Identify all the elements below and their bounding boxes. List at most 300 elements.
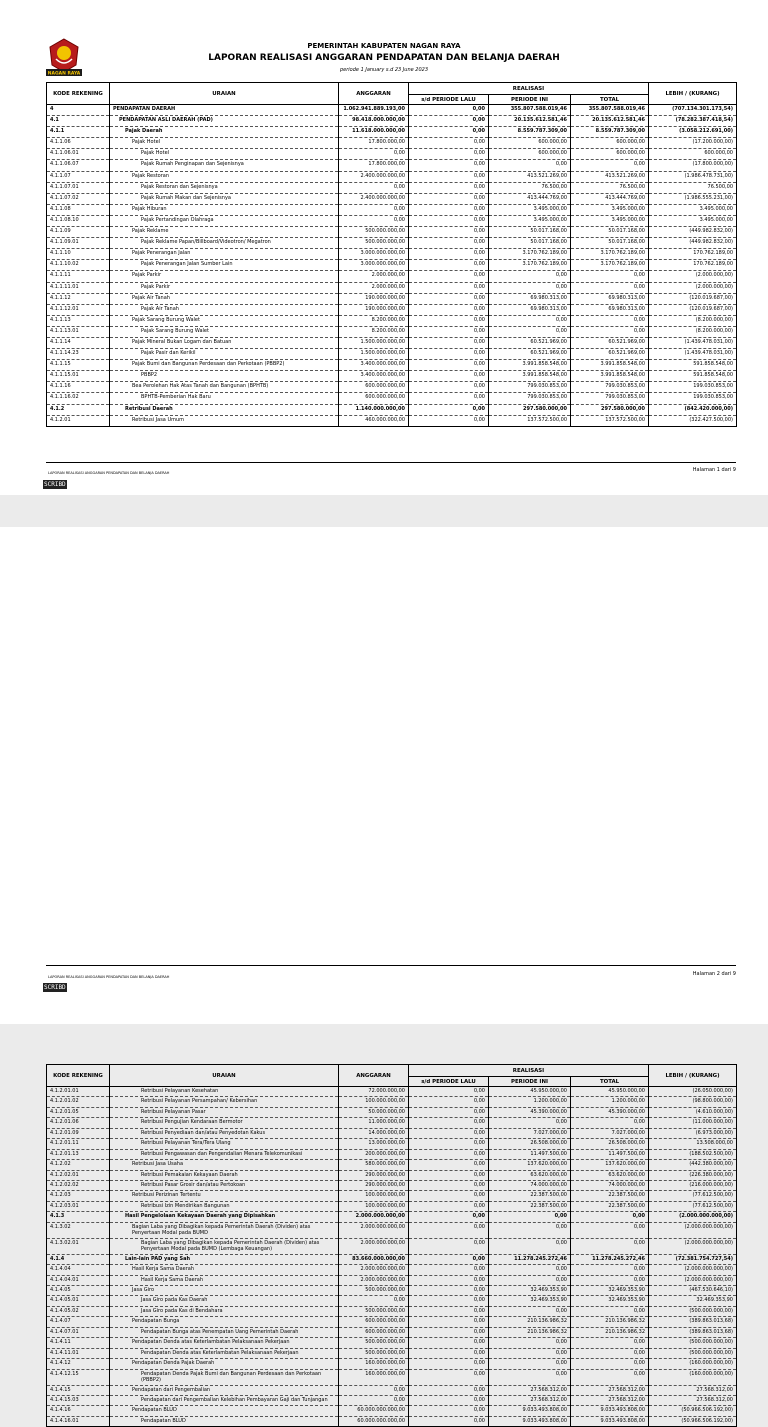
difference-cell: (467.530.646,10) bbox=[649, 1286, 737, 1296]
previous-period-cell: 0,00 bbox=[409, 1348, 489, 1358]
budget-cell: 11.000.000,00 bbox=[339, 1118, 409, 1128]
account-code-cell: 4.1.2.01 bbox=[47, 415, 110, 426]
table-row bbox=[47, 127, 737, 138]
budget-cell: 83.660.000.000,00 bbox=[339, 1254, 409, 1264]
budget-cell: 2.400.000.000,00 bbox=[339, 171, 409, 182]
difference-cell: (449.982.832,00) bbox=[649, 238, 737, 249]
difference-cell: (1.986.555.231,00) bbox=[649, 193, 737, 204]
account-code-cell: 4.1.1.13 bbox=[47, 315, 110, 326]
account-code-cell: 4.1.4.05.01 bbox=[47, 1296, 110, 1306]
col-uraian-header: URAIAN bbox=[110, 83, 339, 105]
account-code-cell: 4.1.4.11 bbox=[47, 1338, 110, 1348]
current-period-cell: 0,00 bbox=[489, 1338, 571, 1348]
description-cell: Pajak Reklame Papan/Billboard/Videotron/ Megatron bbox=[110, 238, 339, 249]
account-code-cell: 4.1.4.15.03 bbox=[47, 1395, 110, 1405]
table-row bbox=[47, 116, 737, 127]
current-period-cell: 600.000,00 bbox=[489, 149, 571, 160]
previous-period-cell: 0,00 bbox=[409, 227, 489, 238]
difference-cell: (11.000.000,00) bbox=[649, 1118, 737, 1128]
table-row bbox=[47, 260, 737, 271]
account-code-cell: 4.1 bbox=[47, 116, 110, 127]
difference-cell: 199.030.853,00 bbox=[649, 382, 737, 393]
difference-cell: 591.858.548,00 bbox=[649, 371, 737, 382]
table-row bbox=[47, 1097, 737, 1107]
difference-cell: (72.381.754.727,54) bbox=[649, 1254, 737, 1264]
previous-period-cell: 0,00 bbox=[409, 138, 489, 149]
previous-period-cell: 0,00 bbox=[409, 1118, 489, 1128]
difference-cell: (78.282.387.418,54) bbox=[649, 116, 737, 127]
previous-period-cell: 0,00 bbox=[409, 1212, 489, 1222]
total-cell: 69.980.313,00 bbox=[571, 304, 649, 315]
previous-period-cell: 0,00 bbox=[409, 1160, 489, 1170]
current-period-cell: 50.017.168,00 bbox=[489, 238, 571, 249]
account-code-cell: 4.1.2.01.13 bbox=[47, 1149, 110, 1159]
table-row bbox=[47, 1212, 737, 1222]
total-cell: 0,00 bbox=[571, 1369, 649, 1385]
difference-cell: (449.982.832,00) bbox=[649, 227, 737, 238]
table-row bbox=[47, 1238, 737, 1254]
table-row bbox=[47, 415, 737, 426]
total-cell: 76.500,00 bbox=[571, 182, 649, 193]
total-cell: 0,00 bbox=[571, 282, 649, 293]
table-row bbox=[47, 193, 737, 204]
difference-cell: (120.019.687,00) bbox=[649, 304, 737, 315]
description-cell: Pajak Rumah Penginapan dan Sejenisnya bbox=[110, 160, 339, 171]
budget-cell: 2.000.000.000,00 bbox=[339, 1275, 409, 1285]
total-cell: 50.017.168,00 bbox=[571, 227, 649, 238]
previous-period-cell: 0,00 bbox=[409, 1238, 489, 1254]
previous-period-cell: 0,00 bbox=[409, 171, 489, 182]
table-row bbox=[47, 227, 737, 238]
current-period-cell: 0,00 bbox=[489, 1238, 571, 1254]
current-period-cell: 9.033.493.808,00 bbox=[489, 1406, 571, 1416]
description-cell: Pendapatan BLUD bbox=[110, 1416, 339, 1426]
table-row bbox=[47, 1338, 737, 1348]
budget-cell: 14.000.000,00 bbox=[339, 1128, 409, 1138]
table-row bbox=[47, 371, 737, 382]
description-cell: PENDAPATAN DAERAH bbox=[110, 105, 339, 116]
total-cell: 1.200.000,00 bbox=[571, 1097, 649, 1107]
total-cell: 27.568.312,00 bbox=[571, 1395, 649, 1405]
difference-cell: (500.000.000,00) bbox=[649, 1348, 737, 1358]
description-cell: Jasa Giro bbox=[110, 1286, 339, 1296]
previous-period-cell: 0,00 bbox=[409, 1359, 489, 1369]
current-period-cell: 27.568.312,00 bbox=[489, 1395, 571, 1405]
current-period-cell: 0,00 bbox=[489, 1222, 571, 1238]
account-code-cell: 4.1.4.15 bbox=[47, 1385, 110, 1395]
description-cell: Pajak Penerangan Jalan bbox=[110, 249, 339, 260]
difference-cell: (842.420.000,00) bbox=[649, 404, 737, 415]
description-cell: Pajak Restoran dan Sejenisnya bbox=[110, 182, 339, 193]
current-period-cell: 0,00 bbox=[489, 1118, 571, 1128]
table-row bbox=[47, 160, 737, 171]
budget-cell: 98.418.000.000,00 bbox=[339, 116, 409, 127]
budget-cell: 1.500.000.000,00 bbox=[339, 337, 409, 348]
total-cell: 9.033.493.808,00 bbox=[571, 1416, 649, 1426]
col-anggaran-header: ANGGARAN bbox=[339, 1065, 409, 1087]
budget-cell: 0,00 bbox=[339, 149, 409, 160]
budget-cell: 2.000.000.000,00 bbox=[339, 1238, 409, 1254]
budget-cell: 0,00 bbox=[339, 182, 409, 193]
previous-period-cell: 0,00 bbox=[409, 1087, 489, 1097]
account-code-cell: 4.1.4.05 bbox=[47, 1286, 110, 1296]
description-cell: Pendapatan Denda Pajak Bumi dan Bangunan Perdesaan dan Perkotaan (PBBP2) bbox=[110, 1369, 339, 1385]
budget-cell: 3.000.000.000,00 bbox=[339, 260, 409, 271]
description-cell: Pendapatan Denda atas Keterlambatan Pelaksanaan Pekerjaan bbox=[110, 1348, 339, 1358]
previous-period-cell: 0,00 bbox=[409, 404, 489, 415]
total-cell: 413.521.269,00 bbox=[571, 171, 649, 182]
budget-cell: 100.000.000,00 bbox=[339, 1201, 409, 1211]
col-realisasi-header: REALISASI bbox=[409, 1065, 649, 1077]
budget-cell: 13.000.000,00 bbox=[339, 1139, 409, 1149]
previous-period-cell: 0,00 bbox=[409, 1254, 489, 1264]
total-cell: 0,00 bbox=[571, 326, 649, 337]
previous-period-cell: 0,00 bbox=[409, 1327, 489, 1337]
total-cell: 22.387.500,00 bbox=[571, 1201, 649, 1211]
account-code-cell: 4.1.4.12.15 bbox=[47, 1369, 110, 1385]
account-code-cell: 4.1.4.04 bbox=[47, 1265, 110, 1275]
previous-period-cell: 0,00 bbox=[409, 1128, 489, 1138]
description-cell: Pajak Parkir bbox=[110, 271, 339, 282]
budget-cell: 190.000.000,00 bbox=[339, 304, 409, 315]
current-period-cell: 50.017.168,00 bbox=[489, 227, 571, 238]
description-cell: Pajak Sarang Burung Walet bbox=[110, 326, 339, 337]
difference-cell: (50.966.506.192,00) bbox=[649, 1406, 737, 1416]
account-code-cell: 4.1.1.10 bbox=[47, 249, 110, 260]
current-period-cell: 600.000,00 bbox=[489, 138, 571, 149]
budget-cell: 160.000.000,00 bbox=[339, 1369, 409, 1385]
difference-cell: 591.858.548,00 bbox=[649, 360, 737, 371]
table-row bbox=[47, 1369, 737, 1385]
budget-cell: 0,00 bbox=[339, 204, 409, 215]
current-period-cell: 60.521.969,00 bbox=[489, 337, 571, 348]
budget-cell: 500.000.000,00 bbox=[339, 238, 409, 249]
current-period-cell: 1.200.000,00 bbox=[489, 1097, 571, 1107]
description-cell: Pajak Restoran bbox=[110, 171, 339, 182]
total-cell: 60.521.969,00 bbox=[571, 349, 649, 360]
table-row bbox=[47, 1118, 737, 1128]
account-code-cell: 4.1.1.12 bbox=[47, 293, 110, 304]
total-cell: 32.469.353,90 bbox=[571, 1286, 649, 1296]
table-row bbox=[47, 1160, 737, 1170]
current-period-cell: 45.390.000,00 bbox=[489, 1107, 571, 1117]
budget-cell: 1.500.000.000,00 bbox=[339, 349, 409, 360]
col-anggaran-header: ANGGARAN bbox=[339, 83, 409, 105]
total-cell: 45.390.000,00 bbox=[571, 1107, 649, 1117]
account-code-cell: 4.1.4.05.02 bbox=[47, 1306, 110, 1316]
budget-cell: 500.000.000,00 bbox=[339, 1348, 409, 1358]
previous-period-cell: 0,00 bbox=[409, 238, 489, 249]
previous-period-cell: 0,00 bbox=[409, 1306, 489, 1316]
description-cell: Retribusi Daerah bbox=[110, 404, 339, 415]
description-cell: PENDAPATAN ASLI DAERAH (PAD) bbox=[110, 116, 339, 127]
total-cell: 0,00 bbox=[571, 160, 649, 171]
current-period-cell: 0,00 bbox=[489, 1348, 571, 1358]
current-period-cell: 3.495.000,00 bbox=[489, 204, 571, 215]
description-cell: Pajak Penerangan Jalan Sumber Lain bbox=[110, 260, 339, 271]
report-table-page-2 bbox=[46, 1064, 737, 1427]
account-code-cell: 4.1.1.11.01 bbox=[47, 282, 110, 293]
budget-cell: 500.000.000,00 bbox=[339, 1338, 409, 1348]
report-table-page-1 bbox=[46, 82, 737, 427]
budget-cell: 2.000.000,00 bbox=[339, 282, 409, 293]
col-kode-header: KODE REKENING bbox=[47, 1065, 110, 1087]
table-row bbox=[47, 1359, 737, 1369]
current-period-cell: 7.027.000,00 bbox=[489, 1128, 571, 1138]
difference-cell: (50.966.506.192,00) bbox=[649, 1416, 737, 1426]
budget-cell: 17.800.000,00 bbox=[339, 138, 409, 149]
previous-period-cell: 0,00 bbox=[409, 149, 489, 160]
report-page-1 bbox=[0, 0, 768, 495]
budget-cell: 3.400.000.000,00 bbox=[339, 360, 409, 371]
total-cell: 0,00 bbox=[571, 1359, 649, 1369]
table-row bbox=[47, 1265, 737, 1275]
account-code-cell: 4.1.1.06.01 bbox=[47, 149, 110, 160]
total-cell: 799.030.853,00 bbox=[571, 393, 649, 404]
account-code-cell: 4.1.1.14 bbox=[47, 337, 110, 348]
difference-cell: (1.439.478.031,00) bbox=[649, 349, 737, 360]
description-cell: Pajak Air Tanah bbox=[110, 293, 339, 304]
total-cell: 60.521.969,00 bbox=[571, 337, 649, 348]
table-row bbox=[47, 1180, 737, 1190]
previous-period-cell: 0,00 bbox=[409, 1097, 489, 1107]
table-row bbox=[47, 1254, 737, 1264]
difference-cell: (707.134.301.173,54) bbox=[649, 105, 737, 116]
description-cell: Pendapatan dari Pengembalian Kelebihan Pembayaran Gaji dan Tunjangan bbox=[110, 1395, 339, 1405]
current-period-cell: 0,00 bbox=[489, 282, 571, 293]
account-code-cell: 4 bbox=[47, 105, 110, 116]
total-cell: 7.027.000,00 bbox=[571, 1128, 649, 1138]
description-cell: Retribusi Pelayanan Kesehatan bbox=[110, 1087, 339, 1097]
current-period-cell: 210.136.986,32 bbox=[489, 1317, 571, 1327]
description-cell: Pajak Air Tanah bbox=[110, 304, 339, 315]
previous-period-cell: 0,00 bbox=[409, 1265, 489, 1275]
table-row bbox=[47, 1385, 737, 1395]
total-cell: 413.444.769,00 bbox=[571, 193, 649, 204]
total-cell: 799.030.853,00 bbox=[571, 382, 649, 393]
total-cell: 74.000.000,00 bbox=[571, 1180, 649, 1190]
difference-cell: (6.973.000,00) bbox=[649, 1128, 737, 1138]
difference-cell: (77.612.500,00) bbox=[649, 1201, 737, 1211]
current-period-cell: 20.135.612.581,46 bbox=[489, 116, 571, 127]
total-cell: 3.991.858.548,00 bbox=[571, 371, 649, 382]
total-cell: 297.580.000,00 bbox=[571, 404, 649, 415]
difference-cell: 3.495.000,00 bbox=[649, 215, 737, 226]
description-cell: Pajak Mineral Bukan Logam dan Batuan bbox=[110, 337, 339, 348]
previous-period-cell: 0,00 bbox=[409, 293, 489, 304]
current-period-cell: 413.444.769,00 bbox=[489, 193, 571, 204]
current-period-cell: 413.521.269,00 bbox=[489, 171, 571, 182]
description-cell: Pajak Pertandingan Olahraga bbox=[110, 215, 339, 226]
difference-cell: (98.800.000,00) bbox=[649, 1097, 737, 1107]
description-cell: Pajak Pasir dan Kerikil bbox=[110, 349, 339, 360]
previous-period-cell: 0,00 bbox=[409, 1406, 489, 1416]
budget-cell: 3.000.000.000,00 bbox=[339, 249, 409, 260]
budget-cell: 100.000.000,00 bbox=[339, 1097, 409, 1107]
account-code-cell: 4.1.2.01.09 bbox=[47, 1128, 110, 1138]
account-code-cell: 4.1.3 bbox=[47, 1212, 110, 1222]
previous-period-cell: 0,00 bbox=[409, 304, 489, 315]
account-code-cell: 4.1.2.02.02 bbox=[47, 1180, 110, 1190]
table-row bbox=[47, 182, 737, 193]
footer-report-name: LAPORAN REALISASI ANGGARAN PENDAPATAN DAN BELANJA DAERAH bbox=[48, 471, 170, 475]
account-code-cell: 4.1.2.01.01 bbox=[47, 1087, 110, 1097]
table-row bbox=[47, 1317, 737, 1327]
difference-cell: 76.500,00 bbox=[649, 182, 737, 193]
table-row bbox=[47, 1296, 737, 1306]
total-cell: 20.135.612.581,46 bbox=[571, 116, 649, 127]
previous-period-cell: 0,00 bbox=[409, 249, 489, 260]
description-cell: Retribusi Pemakaian Kekayaan Daerah bbox=[110, 1170, 339, 1180]
account-code-cell: 4.1.1.07.01 bbox=[47, 182, 110, 193]
account-code-cell: 4.1.1.09.01 bbox=[47, 238, 110, 249]
col-lebih-header: LEBIH / (KURANG) bbox=[649, 1065, 737, 1087]
description-cell: Retribusi Pelayanan Persampahan/ Kebersihan bbox=[110, 1097, 339, 1107]
table-row bbox=[47, 138, 737, 149]
col-periode-ini-header: PERIODE INI bbox=[489, 1077, 571, 1087]
col-realisasi-header: REALISASI bbox=[409, 83, 649, 95]
table-row bbox=[47, 326, 737, 337]
previous-period-cell: 0,00 bbox=[409, 1385, 489, 1395]
account-code-cell: 4.1.1.06 bbox=[47, 138, 110, 149]
description-cell: Pajak Daerah bbox=[110, 127, 339, 138]
total-cell: 0,00 bbox=[571, 1238, 649, 1254]
current-period-cell: 0,00 bbox=[489, 1359, 571, 1369]
account-code-cell: 4.1.1.12.01 bbox=[47, 304, 110, 315]
description-cell: Bagian Laba yang Dibagikan kepada Pemerintah Daerah (Dividen) atas Penyertaan Modal pada BUMD bbox=[110, 1222, 339, 1238]
difference-cell: (2.000.000,00) bbox=[649, 282, 737, 293]
difference-cell: (3.058.212.691,00) bbox=[649, 127, 737, 138]
col-uraian-header: URAIAN bbox=[110, 1065, 339, 1087]
table-row bbox=[47, 382, 737, 393]
budget-cell: 60.000.000.000,00 bbox=[339, 1406, 409, 1416]
footer-rule bbox=[46, 965, 736, 966]
total-cell: 0,00 bbox=[571, 271, 649, 282]
previous-period-cell: 0,00 bbox=[409, 415, 489, 426]
current-period-cell: 69.980.313,00 bbox=[489, 304, 571, 315]
table-row bbox=[47, 1170, 737, 1180]
budget-cell: 2.000.000.000,00 bbox=[339, 1265, 409, 1275]
account-code-cell: 4.1.4.07.01 bbox=[47, 1327, 110, 1337]
description-cell: Retribusi Jasa Usaha bbox=[110, 1160, 339, 1170]
difference-cell: (500.000.000,00) bbox=[649, 1306, 737, 1316]
difference-cell: (2.000.000.000,00) bbox=[649, 1265, 737, 1275]
table-row bbox=[47, 1327, 737, 1337]
description-cell: Pajak Sarang Burung Walet bbox=[110, 315, 339, 326]
total-cell: 11.278.245.272,46 bbox=[571, 1254, 649, 1264]
budget-cell: 600.000.000,00 bbox=[339, 393, 409, 404]
previous-period-cell: 0,00 bbox=[409, 1180, 489, 1190]
table-row bbox=[47, 1348, 737, 1358]
budget-cell: 50.000.000,00 bbox=[339, 1107, 409, 1117]
table-row bbox=[47, 404, 737, 415]
difference-cell: (8.200.000,00) bbox=[649, 326, 737, 337]
previous-period-cell: 0,00 bbox=[409, 349, 489, 360]
account-code-cell: 4.1.1.14.23 bbox=[47, 349, 110, 360]
table-row bbox=[47, 360, 737, 371]
table-row bbox=[47, 271, 737, 282]
description-cell: Retribusi Pelayanan Tera/Tera Ulang bbox=[110, 1139, 339, 1149]
description-cell: Pajak Hiburan bbox=[110, 204, 339, 215]
previous-period-cell: 0,00 bbox=[409, 204, 489, 215]
description-cell: Pendapatan Denda atas Keterlambatan Pelaksanaan Pekerjaan bbox=[110, 1338, 339, 1348]
account-code-cell: 4.1.2.01.06 bbox=[47, 1118, 110, 1128]
previous-period-cell: 0,00 bbox=[409, 160, 489, 171]
total-cell: 210.136.986,32 bbox=[571, 1327, 649, 1337]
table-row bbox=[47, 393, 737, 404]
table-row bbox=[47, 204, 737, 215]
current-period-cell: 74.000.000,00 bbox=[489, 1180, 571, 1190]
previous-period-cell: 0,00 bbox=[409, 1369, 489, 1385]
budget-cell: 600.000.000,00 bbox=[339, 1317, 409, 1327]
total-cell: 0,00 bbox=[571, 1212, 649, 1222]
account-code-cell: 4.1.4.16 bbox=[47, 1406, 110, 1416]
difference-cell: (160.000.000,00) bbox=[649, 1359, 737, 1369]
total-cell: 0,00 bbox=[571, 1348, 649, 1358]
description-cell: Bea Perolehan Hak Atas Tanah dan Bangunan (BPHTB) bbox=[110, 382, 339, 393]
total-cell: 137.620.000,00 bbox=[571, 1160, 649, 1170]
budget-cell: 500.000.000,00 bbox=[339, 1306, 409, 1316]
table-row bbox=[47, 1191, 737, 1201]
current-period-cell: 3.991.858.548,00 bbox=[489, 371, 571, 382]
budget-cell: 11.618.000.000,00 bbox=[339, 127, 409, 138]
total-cell: 11.497.500,00 bbox=[571, 1149, 649, 1159]
budget-cell: 2.400.000.000,00 bbox=[339, 193, 409, 204]
difference-cell: (4.610.000,00) bbox=[649, 1107, 737, 1117]
current-period-cell: 137.572.500,00 bbox=[489, 415, 571, 426]
description-cell: Pajak Rumah Makan dan Sejenisnya bbox=[110, 193, 339, 204]
previous-period-cell: 0,00 bbox=[409, 116, 489, 127]
account-code-cell: 4.1.2.02 bbox=[47, 1160, 110, 1170]
current-period-cell: 3.170.762.189,00 bbox=[489, 249, 571, 260]
previous-period-cell: 0,00 bbox=[409, 337, 489, 348]
table-row bbox=[47, 1275, 737, 1285]
table-row bbox=[47, 1286, 737, 1296]
total-cell: 3.991.858.548,00 bbox=[571, 360, 649, 371]
account-code-cell: 4.1.2.02.01 bbox=[47, 1170, 110, 1180]
previous-period-cell: 0,00 bbox=[409, 1395, 489, 1405]
difference-cell: (322.427.500,00) bbox=[649, 415, 737, 426]
budget-cell: 580.000.000,00 bbox=[339, 1160, 409, 1170]
description-cell: Hasil Pengelolaan Kekayaan Daerah yang Dipisahkan bbox=[110, 1212, 339, 1222]
page-number: Halaman 1 dari 9 bbox=[692, 467, 736, 473]
previous-period-cell: 0,00 bbox=[409, 326, 489, 337]
previous-period-cell: 0,00 bbox=[409, 260, 489, 271]
current-period-cell: 3.991.858.548,00 bbox=[489, 360, 571, 371]
current-period-cell: 0,00 bbox=[489, 315, 571, 326]
table-row bbox=[47, 171, 737, 182]
table-row bbox=[47, 1107, 737, 1117]
total-cell: 0,00 bbox=[571, 1338, 649, 1348]
previous-period-cell: 0,00 bbox=[409, 360, 489, 371]
difference-cell: (120.019.687,00) bbox=[649, 293, 737, 304]
previous-period-cell: 0,00 bbox=[409, 1107, 489, 1117]
previous-period-cell: 0,00 bbox=[409, 1286, 489, 1296]
budget-cell: 160.000.000,00 bbox=[339, 1359, 409, 1369]
previous-period-cell: 0,00 bbox=[409, 1275, 489, 1285]
description-cell: Retribusi Pengujian Kendaraan Bermotor bbox=[110, 1118, 339, 1128]
previous-period-cell: 0,00 bbox=[409, 1170, 489, 1180]
difference-cell: 27.568.312,00 bbox=[649, 1395, 737, 1405]
current-period-cell: 8.559.787.309,00 bbox=[489, 127, 571, 138]
table-row bbox=[47, 293, 737, 304]
table-row bbox=[47, 105, 737, 116]
account-code-cell: 4.1.3.02.01 bbox=[47, 1238, 110, 1254]
previous-period-cell: 0,00 bbox=[409, 1296, 489, 1306]
table-row bbox=[47, 249, 737, 260]
previous-period-cell: 0,00 bbox=[409, 1191, 489, 1201]
budget-cell: 100.000.000,00 bbox=[339, 1191, 409, 1201]
